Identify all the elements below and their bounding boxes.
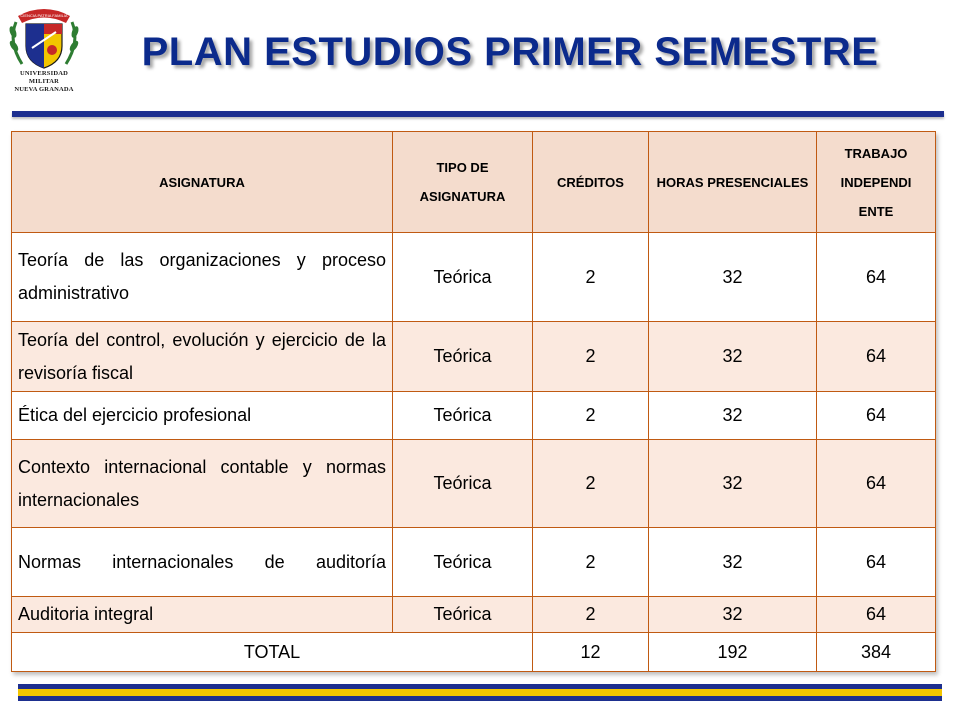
logo-line-2: NUEVA GRANADA [14, 86, 74, 93]
cell-horas: 32 [649, 440, 817, 528]
logo-caption [4, 70, 84, 94]
cell-horas: 32 [649, 528, 817, 597]
table-row [12, 597, 936, 633]
cell-asignatura: Auditoria integral [12, 597, 393, 633]
table-row [12, 440, 936, 528]
study-plan-table [11, 131, 936, 672]
cell-creditos: 2 [533, 233, 649, 322]
cell-horas: 32 [649, 392, 817, 440]
bottom-stripe-bar [18, 684, 942, 702]
total-label: TOTAL [12, 633, 533, 672]
cell-tipo: Teórica [393, 528, 533, 597]
header-horas: HORAS PRESENCIALES [649, 132, 817, 233]
cell-asignatura: Teoría del control, evolución y ejercicio de la revisoría fiscal [12, 322, 393, 392]
cell-trabajo: 64 [817, 528, 936, 597]
svg-text:CIENCIA PATRIA FAMILIA: CIENCIA PATRIA FAMILIA [20, 13, 68, 18]
cell-asignatura: Ética del ejercicio profesional [12, 392, 393, 440]
header-creditos: CRÉDITOS [533, 132, 649, 233]
cell-horas: 32 [649, 597, 817, 633]
table-row [12, 322, 936, 392]
logo-line-1: UNIVERSIDAD MILITAR [19, 70, 69, 85]
cell-trabajo: 64 [817, 440, 936, 528]
header-asignatura: ASIGNATURA [12, 132, 393, 233]
cell-trabajo: 64 [817, 597, 936, 633]
cell-tipo: Teórica [393, 597, 533, 633]
top-divider-bar [12, 111, 944, 117]
cell-tipo: Teórica [393, 322, 533, 392]
cell-tipo: Teórica [393, 233, 533, 322]
cell-trabajo: 64 [817, 392, 936, 440]
cell-creditos: 2 [533, 440, 649, 528]
cell-asignatura: Teoría de las organizaciones y proceso administrativo [12, 233, 393, 322]
cell-asignatura [12, 528, 393, 597]
cell-tipo: Teórica [393, 392, 533, 440]
header-trabajo [817, 132, 936, 233]
bottom-stripe-yellow [18, 689, 942, 696]
cell-trabajo: 64 [817, 322, 936, 392]
cell-tipo: Teórica [393, 440, 533, 528]
total-horas: 192 [649, 633, 817, 672]
university-crest-icon [4, 4, 84, 74]
cell-creditos: 2 [533, 528, 649, 597]
table-total-row [12, 633, 936, 672]
header-trabajo-line-3: ENTE [858, 203, 894, 219]
cell-creditos: 2 [533, 597, 649, 633]
cell-horas: 32 [649, 233, 817, 322]
table-row [12, 528, 936, 597]
cell-creditos: 2 [533, 322, 649, 392]
table-row [12, 233, 936, 322]
cell-trabajo: 64 [817, 233, 936, 322]
cell-asignatura-text: Normas internacionales de auditoría [18, 551, 386, 572]
bottom-stripe-blue-bottom [18, 696, 942, 701]
table-header-row [12, 132, 936, 233]
page-title: PLAN ESTUDIOS PRIMER SEMESTRE [141, 30, 879, 74]
total-creditos: 12 [533, 633, 649, 672]
cell-creditos: 2 [533, 392, 649, 440]
total-trabajo: 384 [817, 633, 936, 672]
header-tipo: TIPO DE ASIGNATURA [393, 132, 533, 233]
header-trabajo-line-1: TRABAJO [844, 145, 908, 161]
cell-horas: 32 [649, 322, 817, 392]
cell-asignatura: Contexto internacional contable y normas internacionales [12, 440, 393, 528]
header-trabajo-line-2: INDEPENDI [840, 174, 912, 190]
table-row [12, 392, 936, 440]
